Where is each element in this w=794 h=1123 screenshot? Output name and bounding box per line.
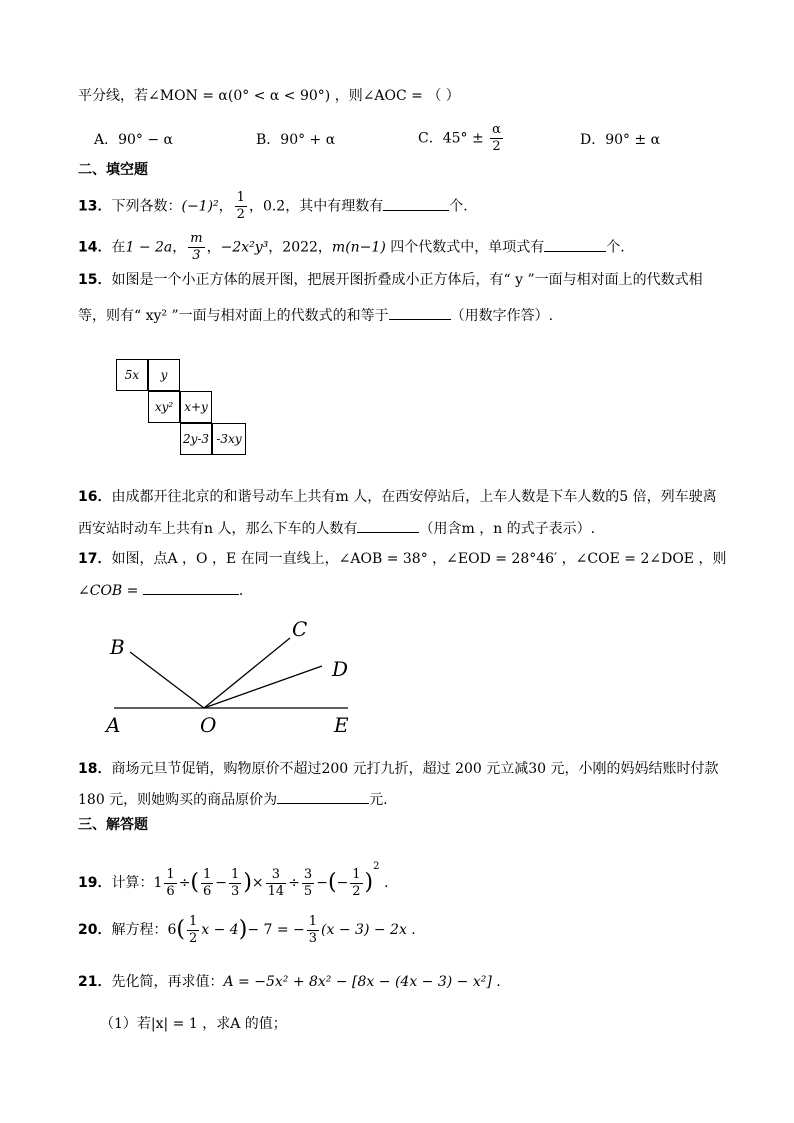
q20-frac1-den: 2	[189, 930, 198, 946]
q13-post: ，其中有理数有	[285, 198, 384, 215]
option-a: A．90° − α	[94, 132, 174, 148]
frac-den: 2	[492, 139, 501, 154]
net-cell-neg3xy: -3xy	[212, 423, 246, 455]
q13-pre: 下列各数：	[111, 198, 182, 215]
q20-end: .	[411, 922, 416, 938]
net-cell-y: y	[148, 359, 180, 391]
q13-comma: ，	[218, 198, 233, 215]
q14-number: 14．	[78, 239, 112, 256]
q13-repeating-decimal: 0.2̇	[262, 198, 286, 215]
q21-sub1: （1）若|x| = 1 ，求A 的值；	[100, 1016, 287, 1032]
ray-OC	[204, 638, 290, 708]
q19-frac4-num: 3	[266, 867, 287, 884]
paren-open: (	[190, 870, 200, 895]
q17-line1	[78, 549, 726, 569]
q14-comma2: ，	[206, 239, 221, 256]
q18-line1	[78, 759, 719, 779]
label-A: A	[106, 713, 121, 737]
q21-number: 21．	[78, 974, 112, 990]
q19-frac2	[201, 867, 213, 900]
q16-text1: 由成都开往北京的和谐号动车上共有m 人，在西安停站后，上车人数是下车人数的5 倍，列车驶离	[111, 489, 717, 505]
paren-open-2: (	[327, 870, 337, 895]
q19-frac1	[164, 867, 176, 900]
q14-expr1: 1 − 2a	[125, 239, 173, 256]
q20-coef: 6	[167, 922, 177, 938]
q13-fraction	[235, 190, 247, 223]
q13	[78, 190, 468, 223]
q15-line1	[78, 270, 703, 290]
label-E: E	[334, 713, 349, 737]
q18-text3: 元.	[369, 792, 388, 808]
q20-frac2-den: 3	[308, 930, 318, 946]
q14-frac-num: m	[190, 231, 203, 246]
ray-OD	[204, 666, 322, 708]
q20-eq: − 7 = −	[247, 922, 305, 938]
q19-frac1-num: 1	[166, 866, 175, 882]
q17-text3: .	[238, 583, 244, 599]
section-fill-blank-heading: 二、填空题	[78, 162, 148, 178]
paren-close: )	[243, 870, 252, 895]
q16-answer-blank[interactable]	[357, 518, 419, 533]
label-C: C	[292, 617, 308, 641]
paren-close-3: )	[238, 917, 248, 942]
paren-close-2: )	[364, 870, 374, 895]
q19-number: 19．	[78, 875, 112, 891]
label-D: D	[332, 657, 349, 681]
q14-comma: ，	[172, 239, 187, 256]
option-c-label: C．45° ±	[418, 130, 484, 147]
net-cell-x-plus-y: x+y	[180, 391, 212, 423]
q19	[78, 847, 388, 903]
q16-line2	[78, 518, 595, 539]
q20-frac1	[187, 914, 199, 947]
q15-answer-blank[interactable]	[389, 305, 451, 320]
label-B: B	[110, 635, 125, 659]
q18-text2: 180 元，则她购买的商品原价为	[78, 792, 278, 808]
q16-line1	[78, 487, 717, 507]
q15-number: 15．	[78, 272, 112, 288]
q14-tail: 个.	[606, 239, 625, 256]
q15-text2: 等，则有“ xy² ”一面与相对面上的代数式的和等于	[78, 308, 389, 324]
q17-line2	[78, 580, 243, 601]
q19-frac4-den: 14	[267, 883, 285, 899]
q14	[78, 231, 625, 264]
q19-op1: ÷	[178, 875, 191, 891]
q21	[78, 972, 501, 992]
label-O: O	[200, 713, 217, 737]
q17-answer-blank[interactable]	[143, 580, 239, 595]
net-cell-5x: 5x	[116, 359, 148, 391]
q20-rhs: (x − 3) − 2x	[321, 922, 407, 938]
angle-figure	[100, 612, 370, 742]
q17-text1: 如图，点A ，O ，E 在同一直线上，∠AOB = 38° ，∠EOD = 28°46′ ，∠COE = 2∠DOE ，则	[111, 551, 727, 567]
net-cell-2y-3: 2y-3	[180, 423, 212, 455]
q15-line2	[78, 305, 553, 326]
q13-answer-blank[interactable]	[383, 196, 449, 211]
q19-whole: 1	[153, 875, 163, 891]
q18-text1: 商场元旦节促销，购物原价不超过200 元打九折，超过 200 元立减30 元，小刚的妈妈结账时付款	[111, 761, 719, 777]
q19-minus: −	[215, 875, 228, 891]
q19-frac5	[302, 867, 314, 900]
q14-expr4: 2022	[282, 239, 318, 256]
q20-frac2	[307, 914, 319, 947]
q14-fraction	[188, 231, 204, 264]
q16-text3: （用含m ，n 的式子表示）.	[419, 521, 596, 537]
q14-frac-den: 3	[192, 248, 201, 263]
section-solve-heading: 三、解答题	[78, 817, 148, 833]
frac-num: α	[492, 122, 501, 137]
q19-frac6	[350, 867, 362, 900]
q17-number: 17．	[78, 551, 112, 567]
q15-text1: 如图是一个小正方体的展开图，把展开图折叠成小正方体后，有“ y ”一面与相对面上的代数式相	[111, 272, 703, 288]
q19-op3: ÷	[288, 875, 300, 891]
option-c-fraction	[490, 122, 503, 155]
q15-text3: （用数字作答）.	[450, 308, 554, 324]
q19-frac2-den: 6	[203, 883, 212, 899]
paren-open-3: (	[176, 917, 185, 942]
q16-number: 16．	[78, 489, 112, 505]
q14-comma3: ，	[268, 239, 283, 256]
q13-comma2: ，	[248, 198, 263, 215]
q19-neg: −	[336, 875, 349, 891]
q20-frac2-num: 1	[308, 913, 318, 929]
q21-pre: 先化简，再求值：	[111, 974, 224, 990]
q19-op4: −	[316, 875, 328, 891]
q19-frac6-num: 1	[352, 866, 361, 882]
q14-comma4: ，	[317, 239, 332, 256]
q19-frac4	[266, 867, 287, 900]
q19-op2: ×	[251, 875, 264, 891]
q14-expr5: m(n−1)	[331, 239, 386, 256]
q14-post: 四个代数式中，单项式有	[385, 239, 545, 256]
q21-expr: A = −5x² + 8x² − [8x − (4x − 3) − x²]	[223, 974, 492, 990]
q16-text2: 西安站时动车上共有n 人，那么下车的人数有	[78, 521, 358, 537]
q19-frac3-num: 1	[231, 866, 240, 882]
q18-number: 18．	[78, 761, 112, 777]
option-d: D．90° ± α	[580, 132, 661, 148]
q19-frac5-num: 3	[303, 866, 313, 882]
q19-frac1-den: 6	[166, 883, 175, 899]
q13-tail: 个.	[449, 198, 468, 215]
q20-frac1-num: 1	[189, 913, 198, 929]
q13-frac-den: 2	[236, 207, 245, 222]
q18-answer-blank[interactable]	[277, 789, 369, 804]
option-c	[418, 122, 505, 155]
q12-stem: 平分线，若∠MON = α(0° < α < 90°) ，则∠AOC = （ ）	[78, 88, 460, 104]
q13-frac-num: 1	[236, 190, 245, 205]
option-b: B．90° + α	[256, 132, 336, 148]
q14-expr3: −2x²y³	[220, 239, 269, 256]
q19-frac5-den: 5	[303, 883, 313, 899]
q19-frac6-den: 2	[352, 883, 361, 899]
q19-end: .	[383, 875, 389, 891]
q20	[78, 910, 416, 950]
q20-pre: 解方程：	[111, 922, 168, 938]
q20-number: 20．	[78, 922, 112, 938]
q14-answer-blank[interactable]	[544, 237, 606, 252]
q20-mid: x − 4	[201, 922, 239, 938]
q19-frac2-num: 1	[203, 866, 212, 882]
q14-pre: 在	[111, 239, 126, 256]
q13-power: (−1)²	[181, 198, 219, 215]
q21-end: .	[496, 974, 501, 990]
q17-text2: ∠COB =	[78, 583, 139, 599]
q13-number: 13．	[78, 198, 112, 215]
net-cell-xy2: xy²	[148, 391, 180, 423]
q18-line2	[78, 789, 388, 810]
q19-exponent: 2	[373, 861, 380, 872]
q19-frac3	[229, 867, 241, 900]
ray-OB	[130, 652, 204, 708]
q19-frac3-den: 3	[231, 883, 240, 899]
q19-pre: 计算：	[111, 875, 154, 891]
